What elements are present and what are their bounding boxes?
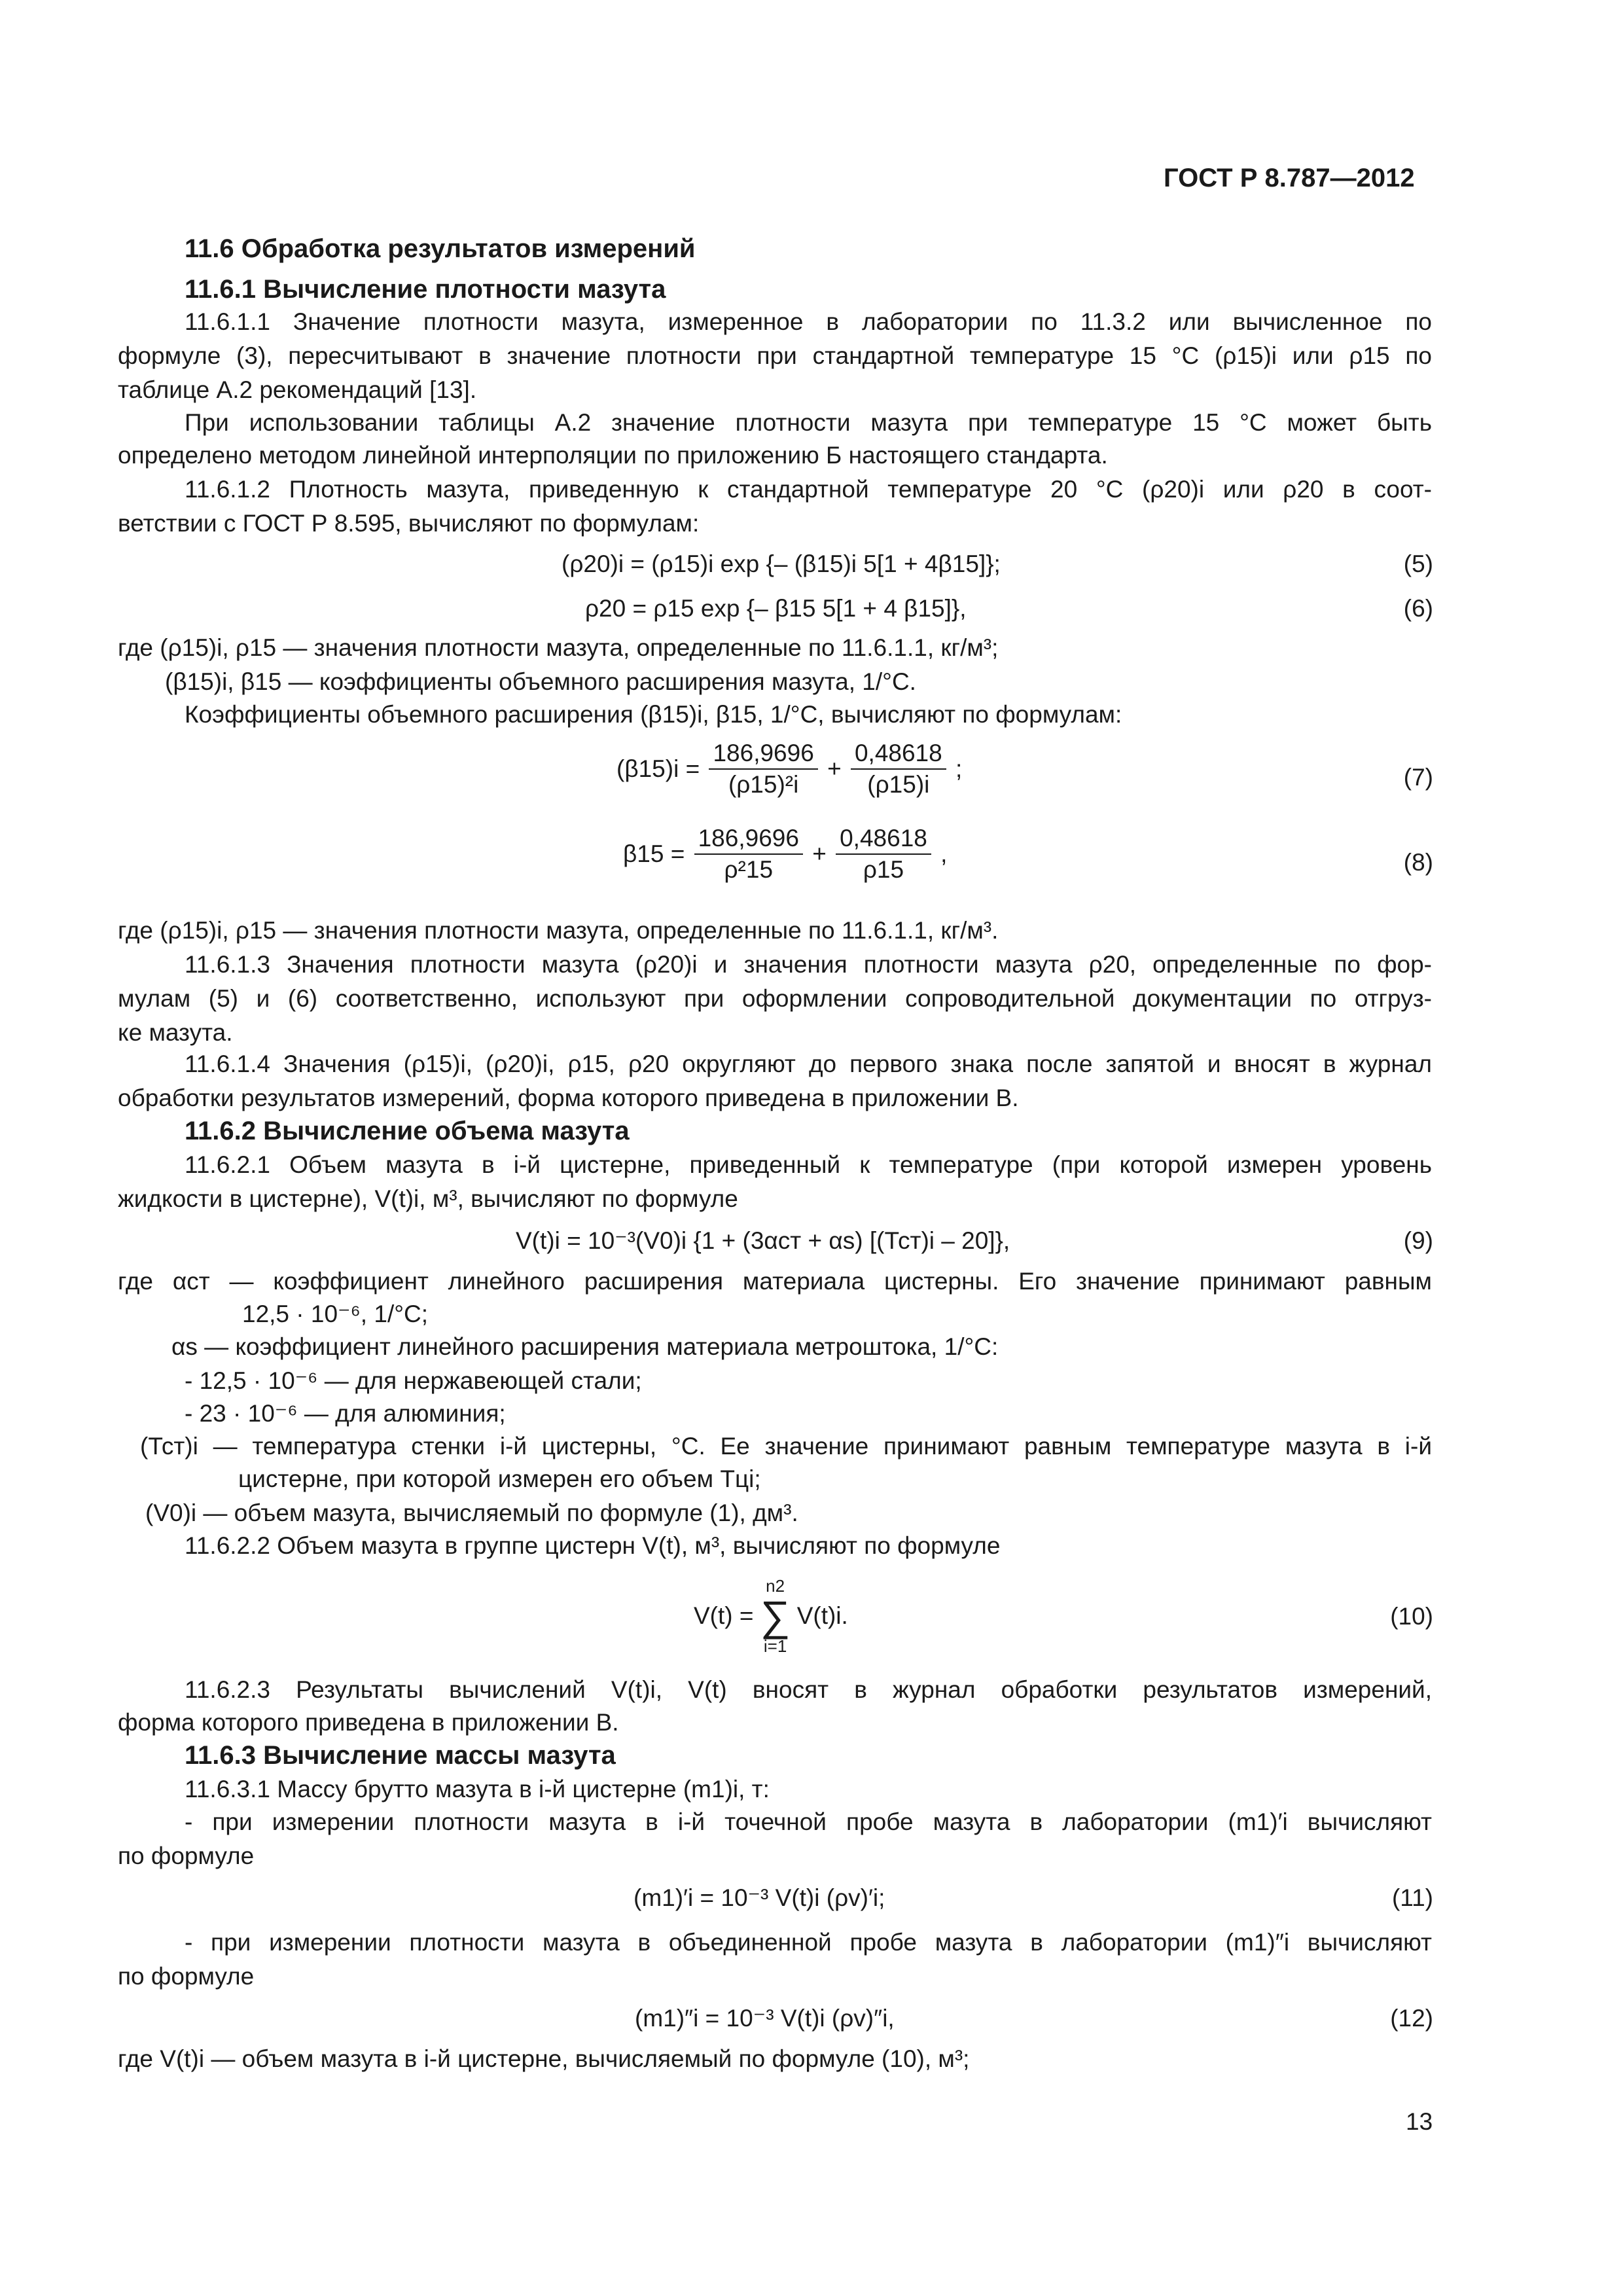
equation-number-5: (5) — [1403, 550, 1433, 577]
paragraph-line: αs — коэффициент линейного расширения материала метроштока, 1/°С: — [171, 1333, 999, 1360]
formula-8-fraction-1 — [694, 823, 803, 885]
paragraph-line: где (ρ15)i, ρ15 — значения плотности мазута, определенные по 11.6.1.1, кг/м³; — [118, 634, 999, 661]
paragraph-line: по формуле — [118, 1963, 255, 1990]
summation-sign — [760, 1576, 791, 1656]
paragraph-line: где αст — коэффициент линейного расширения материала цистерны. Его значение принимают равным — [118, 1268, 1432, 1295]
document-header: ГОСТ Р 8.787—2012 — [1164, 164, 1415, 192]
formula-8-fraction-2 — [836, 823, 931, 885]
equation-number-7: (7) — [1403, 764, 1433, 791]
formula-7-fraction-2 — [851, 738, 946, 800]
equation-number-10: (10) — [1390, 1603, 1433, 1630]
fraction-numerator: 186,9696 — [694, 823, 803, 855]
paragraph-line: - при измерении плотности мазута в i-й точечной пробе мазута в лаборатории (m1)′i вычисляют — [185, 1808, 1432, 1835]
paragraph-line: 12,5 · 10⁻⁶, 1/°С; — [242, 1300, 429, 1327]
paragraph-line: Коэффициенты объемного расширения (β15)i, β15, 1/°С, вычисляют по формулам: — [185, 701, 1122, 728]
formula-6: ρ20 = ρ15 exp {– β15 5[1 + 4 β15]}, — [585, 595, 967, 622]
list-item: - 12,5 · 10⁻⁶ — для нержавеющей стали; — [185, 1367, 642, 1394]
paragraph-line: цистерне, при которой измерен его объем Тцi; — [238, 1465, 761, 1492]
formula-8 — [623, 823, 947, 885]
formula-10 — [694, 1576, 848, 1656]
sum-upper-limit: n2 — [766, 1576, 785, 1596]
subsection-heading-11-6-1: 11.6.1 Вычисление плотности мазута — [185, 275, 666, 304]
fraction-denominator: ρ15 — [863, 856, 904, 883]
list-item: - 23 · 10⁻⁶ — для алюминия; — [185, 1400, 506, 1427]
paragraph-line: 11.6.3.1 Массу брутто мазута в i-й цистерне (m1)i, т: — [185, 1776, 770, 1803]
fraction-numerator: 0,48618 — [851, 738, 946, 770]
subsection-heading-11-6-3: 11.6.3 Вычисление массы мазута — [185, 1741, 616, 1770]
paragraph-line: 11.6.1.4 Значения (ρ15)i, (ρ20)i, ρ15, ρ20 округляют до первого знака после запятой и вносят в журнал — [185, 1050, 1432, 1077]
formula-7-left: (β15)i = — [616, 755, 700, 782]
paragraph-line: ветствии с ГОСТ Р 8.595, вычисляют по формулам: — [118, 510, 700, 537]
sum-lower-limit: i=1 — [763, 1636, 787, 1656]
fraction-denominator: ρ²15 — [724, 856, 774, 883]
paragraph-line: 11.6.2.3 Результаты вычислений V(t)i, V(t) вносят в журнал обработки результатов измерений, — [185, 1676, 1432, 1703]
equation-number-12: (12) — [1390, 2005, 1433, 2032]
paragraph-line: определено методом линейной интерполяции по приложению Б настоящего стандарта. — [118, 442, 1108, 469]
formula-8-end: , — [940, 840, 948, 867]
paragraph-line: жидкости в цистерне), V(t)i, м³, вычисляют по формуле — [118, 1185, 738, 1212]
paragraph-line: формуле (3), пересчитывают в значение плотности при стандартной температуре 15 °С (ρ15)i или ρ15 по — [118, 342, 1432, 369]
paragraph-line: 11.6.1.3 Значения плотности мазута (ρ20)i и значения плотности мазута ρ20, определенные по фор- — [185, 951, 1432, 978]
plus-sign: + — [812, 840, 827, 867]
paragraph-line: (V0)i — объем мазута, вычисляемый по формуле (1), дм³. — [145, 1499, 798, 1526]
fraction-denominator: (ρ15)²i — [728, 771, 799, 798]
fraction-denominator: (ρ15)i — [867, 771, 930, 798]
paragraph-line: мулам (5) и (6) соответственно, используют при оформлении сопроводительной документации по отгруз- — [118, 985, 1432, 1012]
paragraph-line: - при измерении плотности мазута в объединенной пробе мазута в лаборатории (m1)″i вычисляют — [185, 1929, 1432, 1956]
formula-7 — [616, 738, 962, 800]
paragraph-line: форма которого приведена в приложении В. — [118, 1709, 619, 1736]
equation-number-9: (9) — [1403, 1227, 1433, 1254]
paragraph-line: по формуле — [118, 1842, 255, 1869]
paragraph-line: (β15)i, β15 — коэффициенты объемного расширения мазута, 1/°С. — [165, 668, 916, 695]
formula-8-left: β15 = — [623, 840, 685, 867]
sigma-symbol: ∑ — [760, 1592, 791, 1640]
formula-12: (m1)″i = 10⁻³ V(t)i (ρv)″i, — [635, 2005, 895, 2032]
formula-7-end: ; — [955, 755, 963, 782]
paragraph-line: При использовании таблицы А.2 значение плотности мазута при температуре 15 °С может быть — [185, 409, 1432, 436]
paragraph-line: 11.6.2.2 Объем мазута в группе цистерн V(t), м³, вычисляют по формуле — [185, 1532, 1001, 1559]
formula-7-fraction-1 — [709, 738, 817, 800]
equation-number-11: (11) — [1391, 1884, 1433, 1911]
paragraph-line: где V(t)i — объем мазута в i-й цистерне, вычисляемый по формуле (10), м³; — [118, 2045, 970, 2072]
paragraph-line: (Тст)i — температура стенки i-й цистерны, °С. Ее значение принимают равным температуре мазута в i-й — [140, 1433, 1432, 1460]
page-number: 13 — [1406, 2108, 1433, 2135]
paragraph-line: 11.6.1.2 Плотность мазута, приведенную к стандартной температуре 20 °С (ρ20)i или ρ20 в соот- — [185, 476, 1432, 503]
plus-sign: + — [827, 755, 842, 782]
fraction-numerator: 0,48618 — [836, 823, 931, 855]
section-heading-11-6: 11.6 Обработка результатов измерений — [185, 234, 696, 263]
paragraph-line: ке мазута. — [118, 1019, 233, 1046]
formula-5: (ρ20)i = (ρ15)i exp {– (β15)i 5[1 + 4β15]}; — [562, 550, 1001, 577]
paragraph-line: 11.6.1.1 Значение плотности мазута, измеренное в лаборатории по 11.3.2 или вычисленное по — [185, 308, 1432, 335]
fraction-numerator: 186,9696 — [709, 738, 817, 770]
formula-9: V(t)i = 10⁻³(V0)i {1 + (3αст + αs) [(Тст)i – 20]}, — [516, 1227, 1010, 1254]
subsection-heading-11-6-2: 11.6.2 Вычисление объема мазута — [185, 1117, 630, 1145]
paragraph-line: 11.6.2.1 Объем мазута в i-й цистерне, приведенный к температуре (при которой измерен уровень — [185, 1151, 1432, 1178]
formula-10-right: V(t)i. — [796, 1602, 848, 1629]
paragraph-line: таблице А.2 рекомендаций [13]. — [118, 376, 477, 403]
paragraph-line: обработки результатов измерений, форма которого приведена в приложении В. — [118, 1085, 1019, 1111]
equation-number-8: (8) — [1403, 849, 1433, 876]
paragraph-line: где (ρ15)i, ρ15 — значения плотности мазута, определенные по 11.6.1.1, кг/м³. — [118, 917, 999, 944]
equation-number-6: (6) — [1403, 595, 1433, 622]
formula-10-left: V(t) = — [694, 1602, 754, 1629]
formula-11: (m1)′i = 10⁻³ V(t)i (ρv)′i; — [633, 1884, 885, 1911]
